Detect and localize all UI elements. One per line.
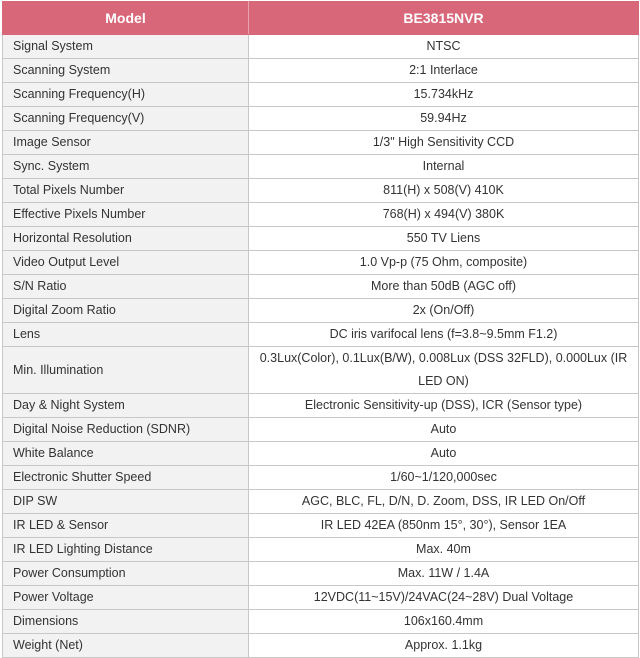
table-row: [3, 59, 639, 83]
row-value: 550 TV Liens: [249, 227, 639, 251]
row-label: Electronic Shutter Speed: [3, 466, 249, 490]
row-label: IR LED Lighting Distance: [3, 538, 249, 562]
row-label: IR LED & Sensor: [3, 514, 249, 538]
row-label: Total Pixels Number: [3, 179, 249, 203]
row-value: 59.94Hz: [249, 107, 639, 131]
table-row: [3, 35, 639, 59]
row-value: Approx. 1.1kg: [249, 634, 639, 658]
row-label: Dimensions: [3, 610, 249, 634]
table-row: [3, 442, 639, 466]
row-label: Lens: [3, 323, 249, 347]
row-label: Digital Noise Reduction (SDNR): [3, 418, 249, 442]
row-value: 0.3Lux(Color), 0.1Lux(B/W), 0.008Lux (DSS 32FLD), 0.000Lux (IR LED ON): [249, 347, 639, 394]
row-label: Day & Night System: [3, 394, 249, 418]
table-row: [3, 610, 639, 634]
row-value: Max. 40m: [249, 538, 639, 562]
row-value: 768(H) x 494(V) 380K: [249, 203, 639, 227]
table-row: [3, 179, 639, 203]
row-label: Image Sensor: [3, 131, 249, 155]
table-row: [3, 299, 639, 323]
row-value: Max. 11W / 1.4A: [249, 562, 639, 586]
table-row: [3, 394, 639, 418]
row-label: Power Consumption: [3, 562, 249, 586]
row-value: 2x (On/Off): [249, 299, 639, 323]
row-label: Signal System: [3, 35, 249, 59]
spec-table: [2, 1, 639, 658]
row-value: More than 50dB (AGC off): [249, 275, 639, 299]
table-row: [3, 490, 639, 514]
row-value: IR LED 42EA (850nm 15°, 30°), Sensor 1EA: [249, 514, 639, 538]
table-row: [3, 131, 639, 155]
row-value: Auto: [249, 442, 639, 466]
table-row: [3, 634, 639, 658]
header-row: [3, 2, 639, 35]
row-value: 106x160.4mm: [249, 610, 639, 634]
table-row: [3, 203, 639, 227]
row-label: Digital Zoom Ratio: [3, 299, 249, 323]
row-value: Auto: [249, 418, 639, 442]
row-value: 2:1 Interlace: [249, 59, 639, 83]
table-row: [3, 562, 639, 586]
row-value: 1/3" High Sensitivity CCD: [249, 131, 639, 155]
row-value: Electronic Sensitivity-up (DSS), ICR (Sensor type): [249, 394, 639, 418]
row-value: AGC, BLC, FL, D/N, D. Zoom, DSS, IR LED On/Off: [249, 490, 639, 514]
row-label: Power Voltage: [3, 586, 249, 610]
table-row: [3, 514, 639, 538]
row-label: Sync. System: [3, 155, 249, 179]
table-row: [3, 323, 639, 347]
header-model-name: BE3815NVR: [249, 2, 639, 35]
row-label: Effective Pixels Number: [3, 203, 249, 227]
table-row: [3, 227, 639, 251]
row-label: Video Output Level: [3, 251, 249, 275]
table-row: [3, 586, 639, 610]
header-model: Model: [3, 2, 249, 35]
table-row: [3, 538, 639, 562]
row-label: Horizontal Resolution: [3, 227, 249, 251]
table-row: [3, 83, 639, 107]
row-label: Weight (Net): [3, 634, 249, 658]
table-row: [3, 155, 639, 179]
table-row: [3, 347, 639, 394]
row-label: S/N Ratio: [3, 275, 249, 299]
row-label: DIP SW: [3, 490, 249, 514]
row-value: NTSC: [249, 35, 639, 59]
row-value: 1/60~1/120,000sec: [249, 466, 639, 490]
table-row: [3, 275, 639, 299]
row-value: 15.734kHz: [249, 83, 639, 107]
row-value: Internal: [249, 155, 639, 179]
row-label: Scanning System: [3, 59, 249, 83]
table-row: [3, 251, 639, 275]
row-value: DC iris varifocal lens (f=3.8~9.5mm F1.2): [249, 323, 639, 347]
row-label: White Balance: [3, 442, 249, 466]
row-label: Min. Illumination: [3, 347, 249, 394]
table-row: [3, 418, 639, 442]
row-label: Scanning Frequency(V): [3, 107, 249, 131]
table-row: [3, 107, 639, 131]
row-value: 12VDC(11~15V)/24VAC(24~28V) Dual Voltage: [249, 586, 639, 610]
table-row: [3, 466, 639, 490]
row-value: 1.0 Vp-p (75 Ohm, composite): [249, 251, 639, 275]
row-value: 811(H) x 508(V) 410K: [249, 179, 639, 203]
row-label: Scanning Frequency(H): [3, 83, 249, 107]
